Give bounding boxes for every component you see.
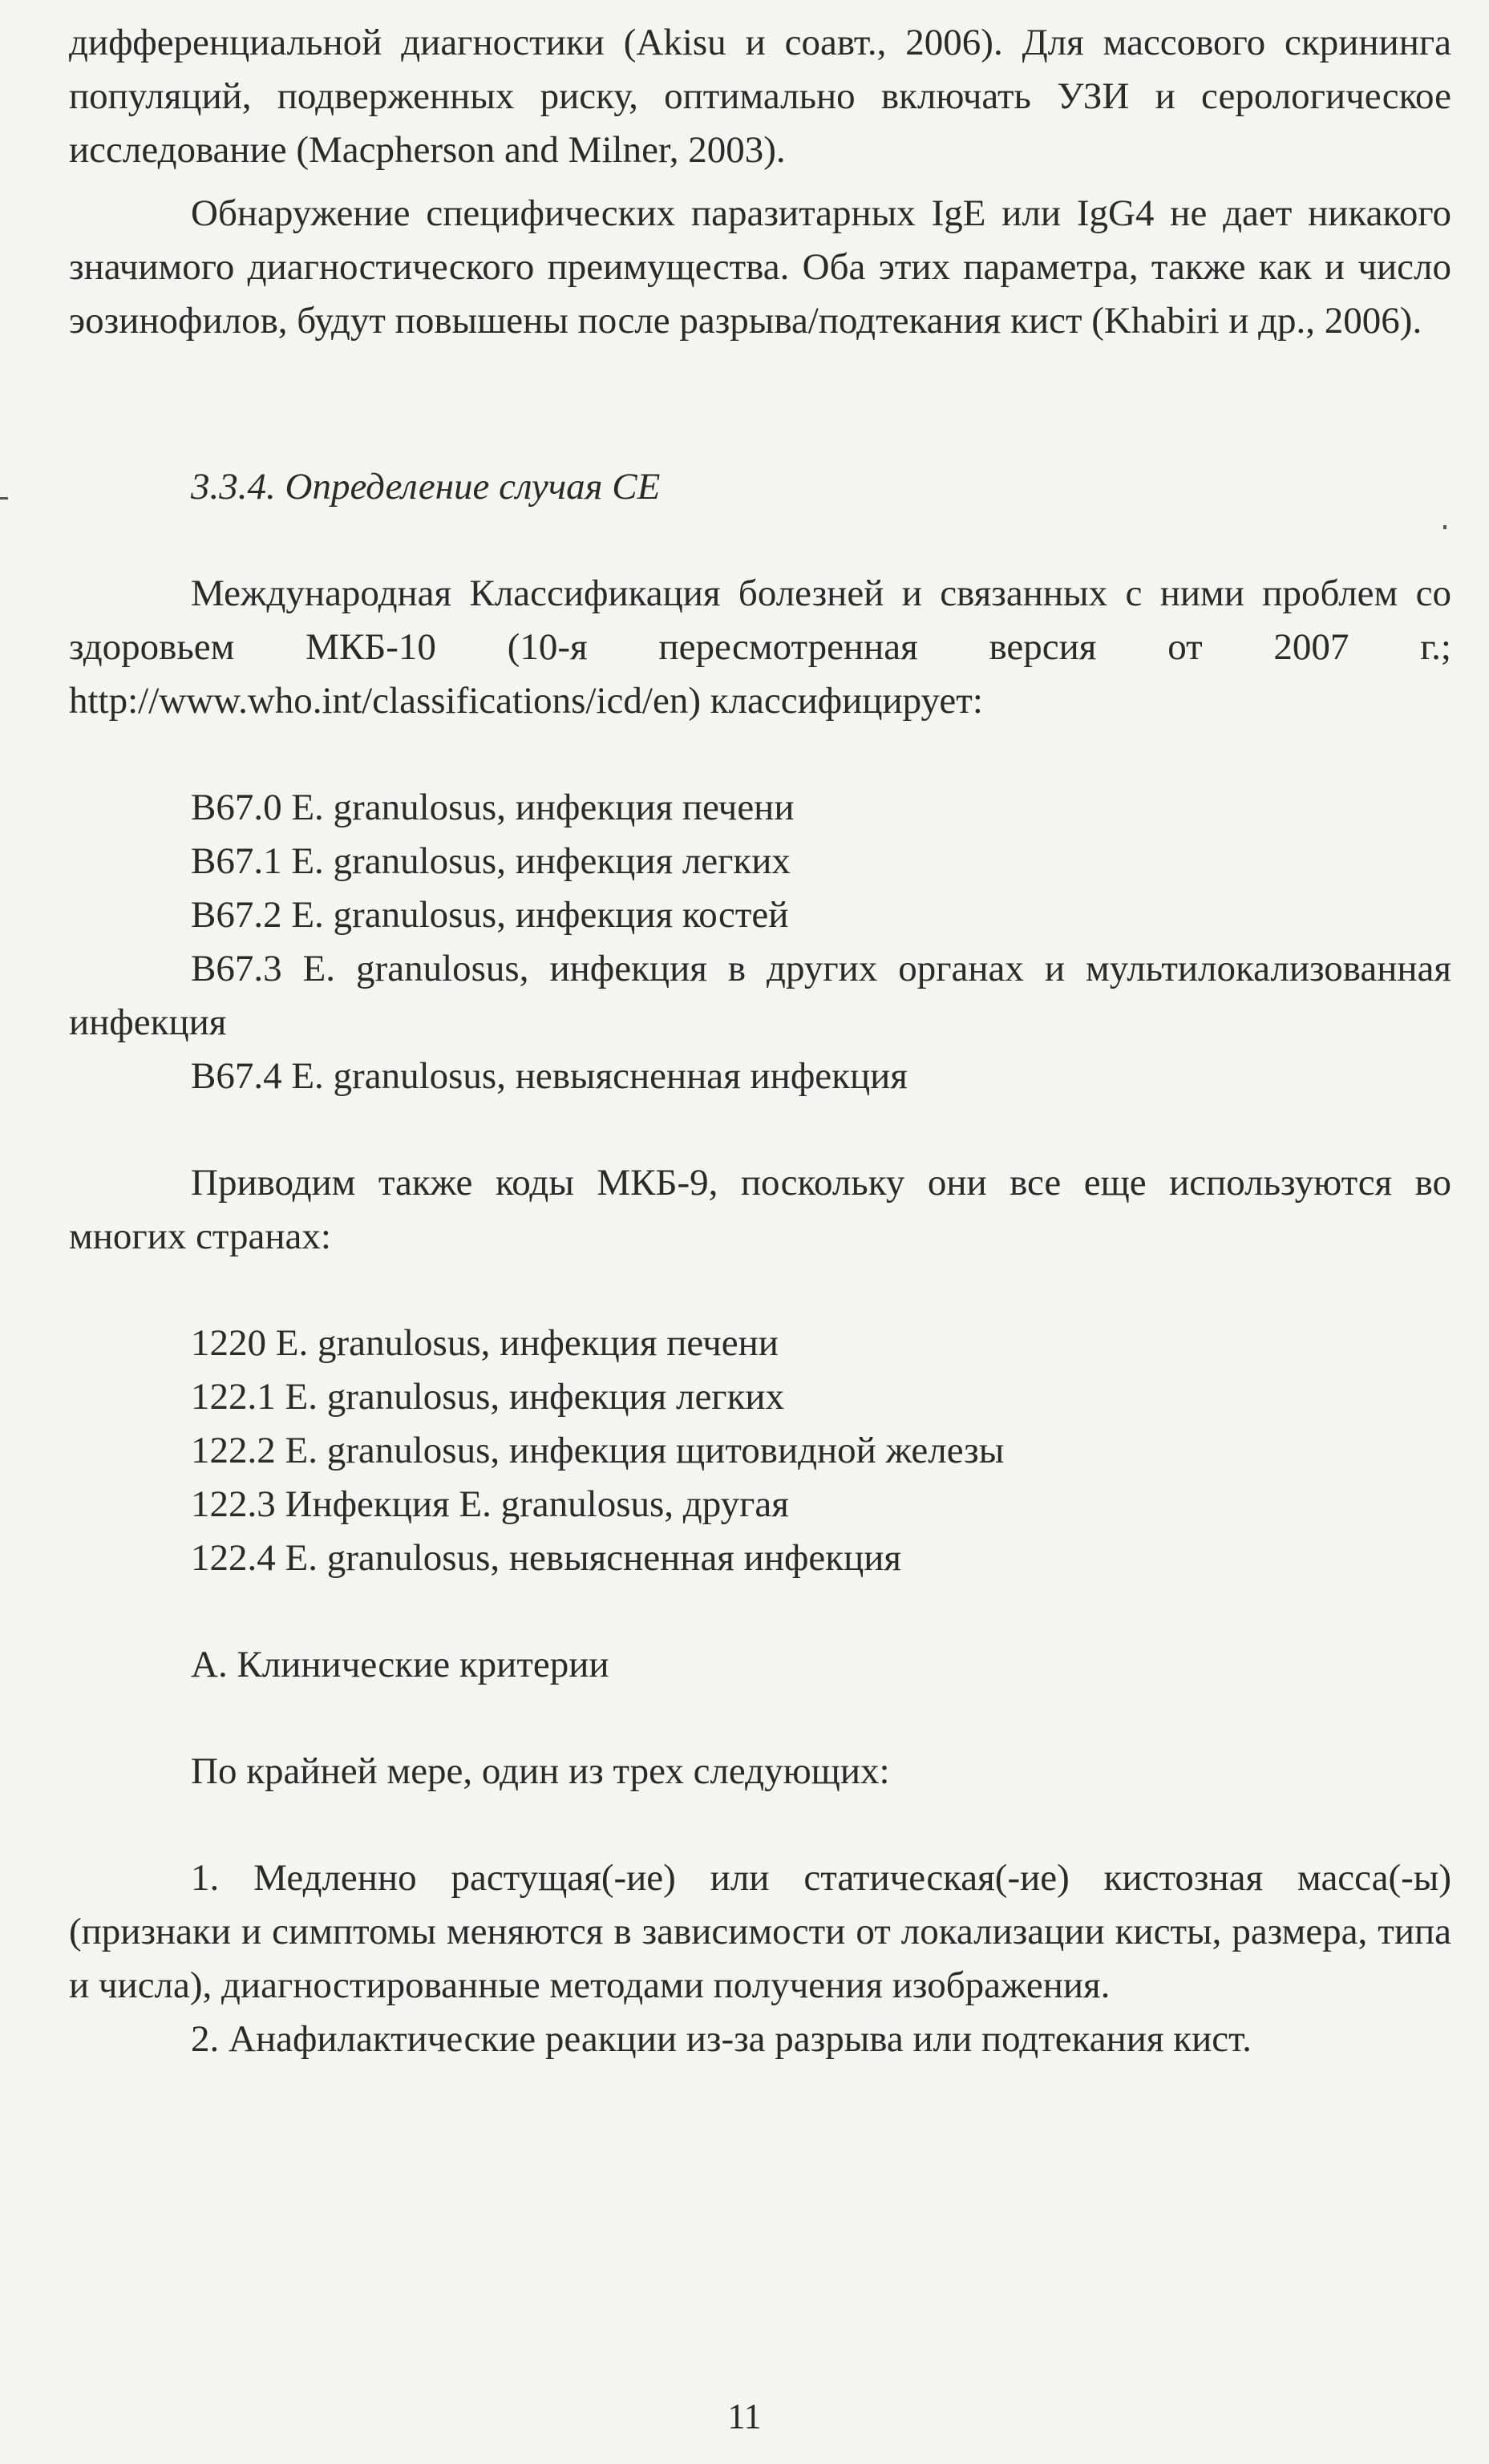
icd9-code-list (69, 1317, 1451, 1585)
clinical-criteria-heading: A. Клинические критерии (191, 1644, 609, 1685)
section-heading: 3.3.4. Определение случая CE (191, 466, 661, 508)
list-item: B67.1 E. granulosus, инфекция легких (191, 840, 791, 882)
criterion-item: 2. Анафилактические реакции из-за разрыва или подтекания кист. (191, 2018, 1252, 2060)
scan-edge-mark (0, 497, 8, 500)
scan-edge-mark (1443, 525, 1447, 529)
paragraph-diagnostics-continuation: дифференциальной диагностики (Akisu и соавт., 2006). Для массового скрининга популяций, подверженных риску, оптимально включать УЗИ и серологическое исследование (Macpherson and Milner, 2003). (69, 22, 1451, 171)
paragraph-icd10-intro: Международная Классификация болезней и связанных с ними проблем со здоровьем МКБ-10 (10-я пересмотренная версия от 2007 г.; http://www.who.int/classifications/icd/en) классифицирует: (69, 573, 1451, 722)
criterion-item: 1. Медленно растущая(-ие) или статическая(-ие) кистозная масса(-ы) (признаки и симптомы меняются в зависимости от локализации кисты, размера, типа и числа), диагностированные методами получения изображения. (69, 1857, 1451, 2006)
list-item: 122.2 E. granulosus, инфекция щитовидной железы (191, 1430, 1005, 1471)
page-number: 11 (727, 2397, 762, 2436)
paragraph-icd9-intro: Приводим также коды МКБ-9, поскольку они все еще используются во многих странах: (69, 1162, 1451, 1257)
list-item: B67.3 E. granulosus, инфекция в других органах и мультилокализованная инфекция (69, 948, 1451, 1043)
list-item: B67.2 E. granulosus, инфекция костей (191, 894, 789, 936)
list-item: 122.3 Инфекция E. granulosus, другая (191, 1483, 789, 1525)
list-item: B67.0 E. granulosus, инфекция печени (191, 787, 795, 828)
document-page (69, 16, 1451, 2066)
list-item: B67.4 E. granulosus, невыясненная инфекция (191, 1055, 908, 1097)
list-item: 122.4 E. granulosus, невыясненная инфекция (191, 1537, 902, 1579)
criteria-intro: По крайней мере, один из трех следующих: (191, 1750, 890, 1792)
icd10-code-list (69, 781, 1451, 1103)
list-item: 1220 E. granulosus, инфекция печени (191, 1322, 779, 1364)
paragraph-ige-igg4: Обнаружение специфических паразитарных IgE или IgG4 не дает никакого значимого диагностического преимущества. Оба этих параметра, также как и число эозинофилов, будут повышены после разрыва/подтекания кист (Khabiri и др., 2006). (69, 192, 1451, 342)
list-item: 122.1 E. granulosus, инфекция легких (191, 1376, 785, 1418)
